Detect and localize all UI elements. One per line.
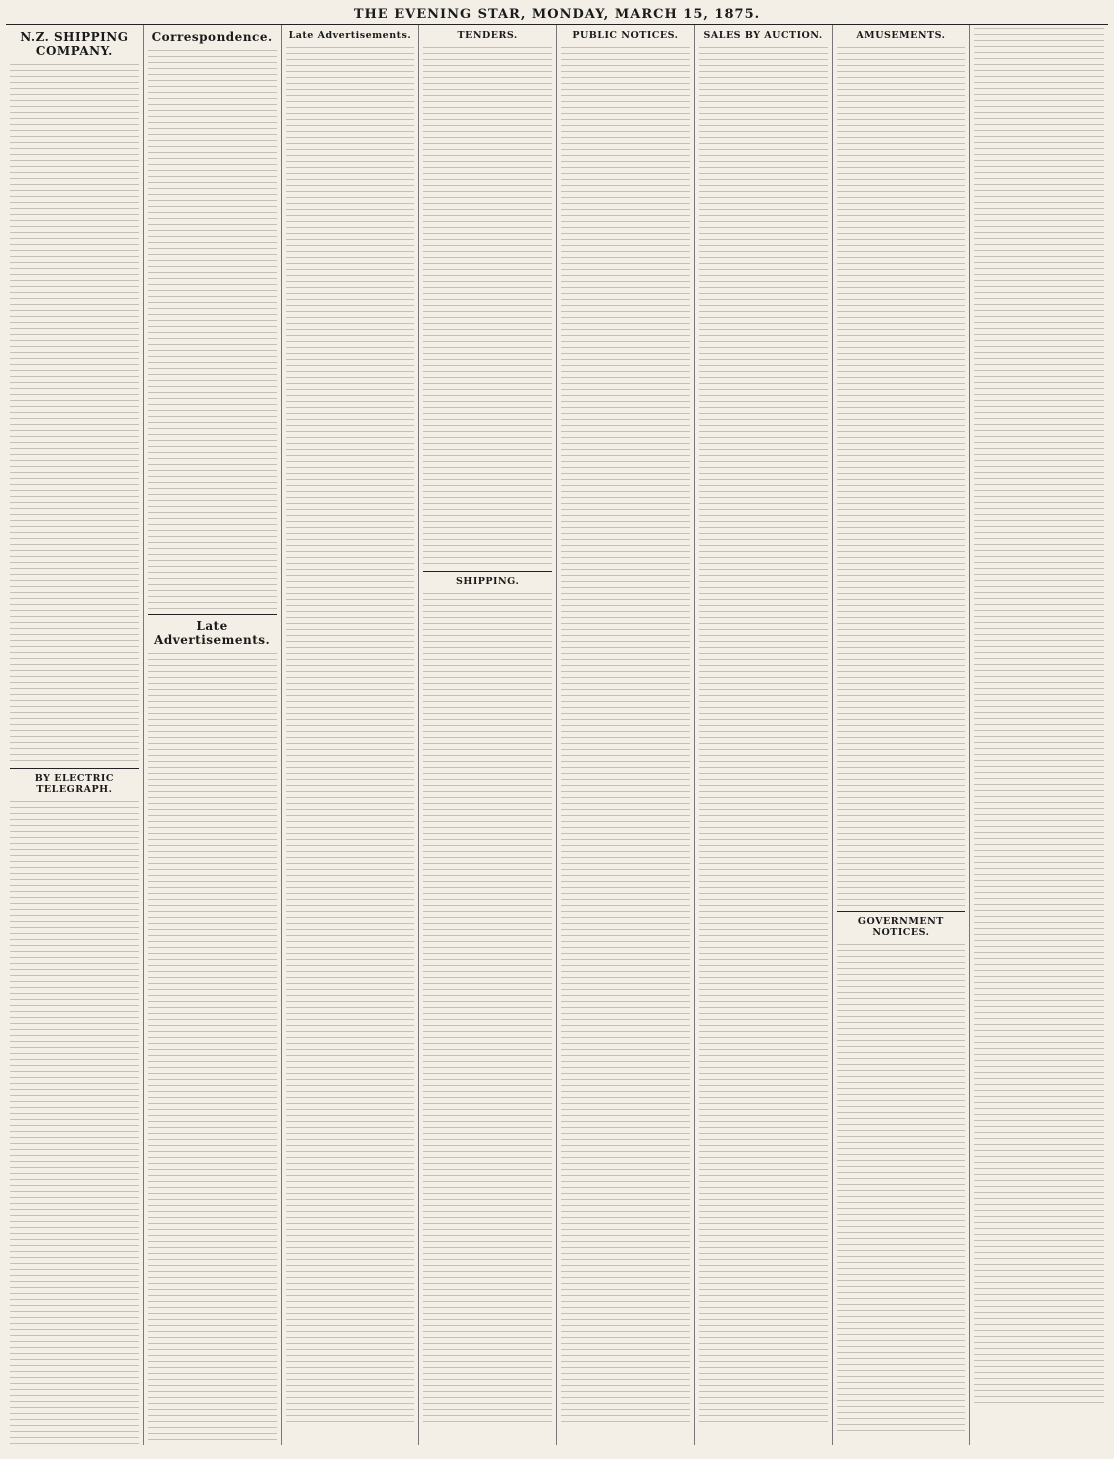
section-divider bbox=[148, 614, 277, 615]
section-heading: SALES BY AUCTION. bbox=[703, 30, 823, 41]
column-1 bbox=[6, 25, 144, 1445]
column-6 bbox=[695, 25, 833, 1445]
section-heading: Late Advertisements. bbox=[154, 619, 271, 647]
body-text bbox=[148, 50, 277, 610]
body-text bbox=[561, 47, 690, 1427]
section-heading: GOVERNMENT NOTICES. bbox=[857, 916, 944, 938]
body-text bbox=[423, 593, 552, 1423]
body-text bbox=[286, 47, 415, 1427]
body-text bbox=[974, 28, 1104, 1408]
columns bbox=[6, 25, 1108, 1445]
column-8 bbox=[970, 25, 1108, 1445]
column-3 bbox=[282, 25, 420, 1445]
section-divider bbox=[10, 768, 139, 769]
body-text bbox=[423, 47, 552, 567]
body-text bbox=[699, 47, 828, 1427]
column-7 bbox=[833, 25, 971, 1445]
column-2 bbox=[144, 25, 282, 1445]
body-text bbox=[10, 801, 139, 1445]
body-text bbox=[837, 47, 966, 907]
masthead bbox=[6, 4, 1108, 25]
body-text bbox=[148, 653, 277, 1443]
section-heading: PUBLIC NOTICES. bbox=[572, 30, 679, 41]
section-divider bbox=[423, 571, 552, 572]
section-heading: AMUSEMENTS. bbox=[856, 30, 946, 41]
body-text bbox=[10, 64, 139, 764]
section-heading: Correspondence. bbox=[151, 30, 273, 44]
column-4 bbox=[419, 25, 557, 1445]
section-heading: Late Advertisements. bbox=[288, 30, 412, 41]
body-text bbox=[837, 944, 966, 1434]
section-heading: TENDERS. bbox=[457, 30, 518, 41]
section-heading: BY ELECTRIC TELEGRAPH. bbox=[34, 773, 114, 795]
section-divider bbox=[837, 911, 966, 912]
masthead-title: THE EVENING STAR, MONDAY, MARCH 15, 1875. bbox=[353, 6, 761, 22]
section-heading: SHIPPING. bbox=[455, 576, 520, 587]
section-heading: N.Z. SHIPPING COMPANY. bbox=[20, 30, 129, 58]
column-5 bbox=[557, 25, 695, 1445]
